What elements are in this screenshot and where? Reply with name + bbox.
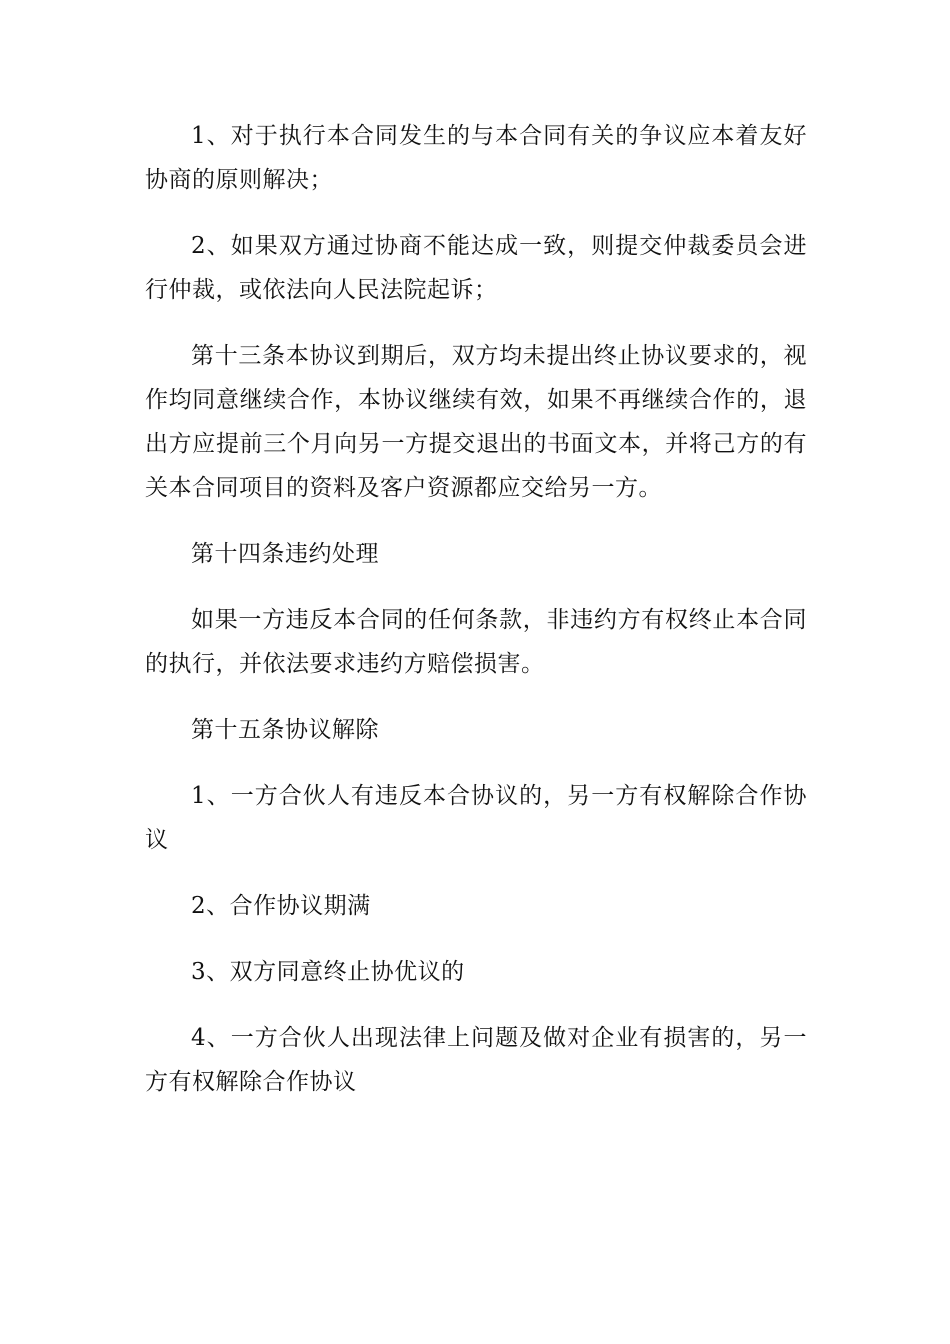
document-body [145, 114, 807, 1104]
article-13-paragraph: 第十三条本协议到期后，双方均未提出终止协议要求的，视作均同意继续合作，本协议继续有效，如果不再继续合作的，退出方应提前三个月向另一方提交退出的书面文本，并将己方的有关本合同项目的资料及客户资源都应交给另一方。 [145, 343, 807, 501]
article-14-heading: 第十四条违约处理 [191, 541, 379, 567]
paragraph-gap [145, 510, 807, 532]
paragraph-gap [145, 752, 807, 774]
paragraph-gap [145, 576, 807, 598]
breach-handling-paragraph: 如果一方违反本合同的任何条款，非违约方有权终止本合同的执行，并依法要求违约方赔偿损害。 [145, 607, 807, 677]
paragraph-gap [145, 862, 807, 884]
paragraph-gap [145, 686, 807, 708]
dispute-clause-2: 2、如果双方通过协商不能达成一致，则提交仲裁委员会进行仲裁，或依法向人民法院起诉； [145, 233, 807, 303]
article-15-heading: 第十五条协议解除 [191, 717, 379, 743]
termination-clause-2: 2、合作协议期满 [191, 893, 371, 919]
paragraph-gap [145, 994, 807, 1016]
termination-clause-3: 3、双方同意终止协优议的 [191, 959, 465, 985]
paragraph-gap [145, 312, 807, 334]
paragraph-gap [145, 202, 807, 224]
termination-clause-4: 4、一方合伙人出现法律上问题及做对企业有损害的，另一方有权解除合作协议 [145, 1025, 807, 1095]
termination-clause-1: 1、一方合伙人有违反本合协议的，另一方有权解除合作协议 [145, 783, 807, 853]
dispute-clause-1: 1、对于执行本合同发生的与本合同有关的争议应本着友好协商的原则解决； [145, 123, 807, 193]
paragraph-gap [145, 928, 807, 950]
